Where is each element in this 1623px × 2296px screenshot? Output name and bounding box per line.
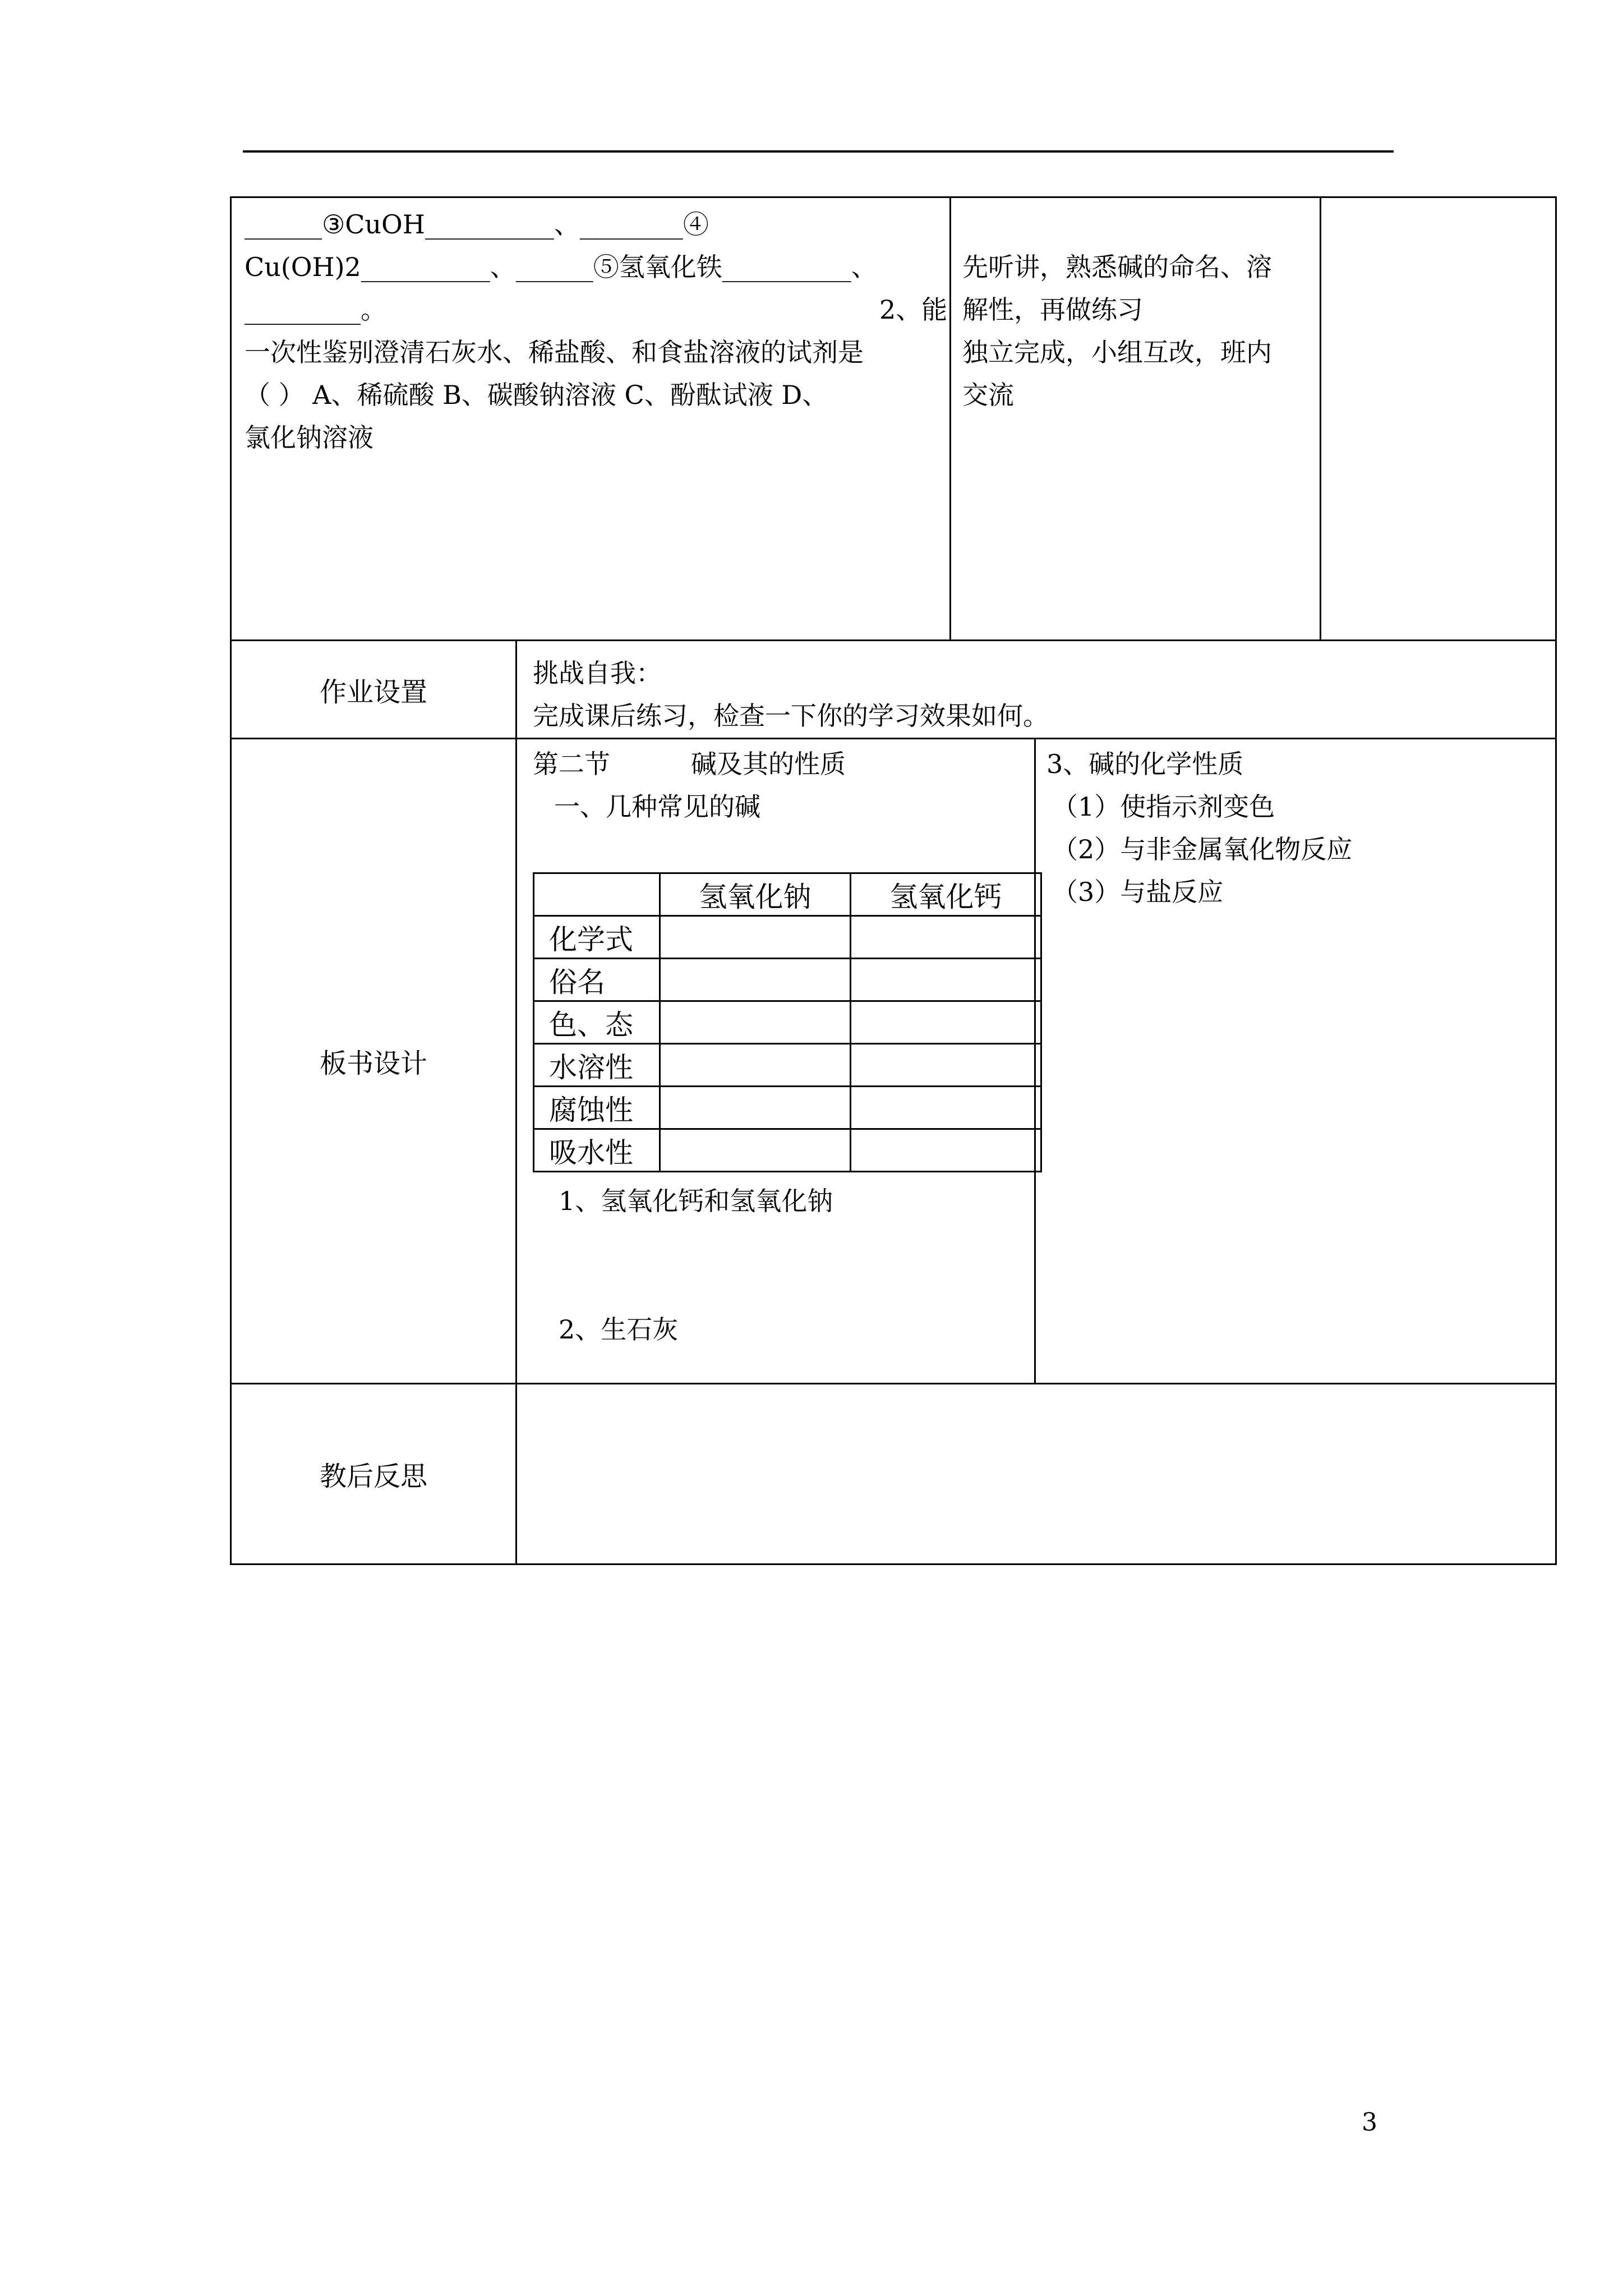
table-row [534,916,1041,959]
board-right-item: （3）与盐反应 [1052,877,1224,907]
board-right-item: （2）与非金属氧化物反应 [1052,834,1353,864]
table-cell [851,1129,1041,1172]
bases-comparison-table [533,872,1042,1172]
board-section-title: 碱及其的性质 [691,749,846,779]
exercise-line-3-right: 2、能 [879,295,948,325]
board-subtitle: 一、几种常见的碱 [554,792,760,822]
board-item-1: 1、氢氧化钙和氢氧化钠 [559,1186,833,1216]
header-rule [243,150,1394,153]
table-header-cell [534,873,660,916]
activity-line-1: 先听讲，熟悉碱的命名、溶 [962,252,1272,282]
activity-line-4: 交流 [962,380,1014,410]
exercise-line-6: 氯化钠溶液 [245,422,374,453]
activity-line-3: 独立完成，小组互改，班内 [962,337,1272,367]
table-row-label: 俗名 [534,959,660,1001]
table-cell [851,1087,1041,1129]
homework-line-2: 完成课后练习，检查一下你的学习效果如何。 [533,701,1049,731]
board-right-title: 3、碱的化学性质 [1046,749,1244,779]
table-row [534,1001,1041,1044]
table-header-cell: 氢氧化钠 [660,873,851,916]
homework-label: 作业设置 [319,676,427,708]
table-row-label: 水溶性 [534,1044,660,1087]
table-row-label: 化学式 [534,916,660,959]
board-section-number: 第二节 [533,749,610,779]
exercise-line-2: Cu(OH)2__________、______⑤氢氧化铁__________、 [245,252,877,282]
table-cell [851,916,1041,959]
table-row [534,959,1041,1001]
table-cell [660,1087,851,1129]
table-cell [660,959,851,1001]
exercise-line-5: （ ） A、稀硫酸 B、碳酸钠溶液 C、酚酞试液 D、 [245,380,828,410]
table-row [534,1087,1041,1129]
table-cell [851,959,1041,1001]
exercise-line-3-left: _________。 [245,295,386,325]
table-cell [660,1129,851,1172]
table-header-row [534,873,1041,916]
board-label: 板书设计 [319,1048,427,1079]
page-number: 3 [1362,2108,1377,2137]
table-cell [851,1044,1041,1087]
homework-line-1: 挑战自我： [533,658,662,688]
table-row-label: 色、态 [534,1001,660,1044]
board-item-2: 2、生石灰 [559,1314,679,1345]
table-row [534,1129,1041,1172]
board-right-item: （1）使指示剂变色 [1052,792,1275,822]
exercise-line-4: 一次性鉴别澄清石灰水、稀盐酸、和食盐溶液的试剂是 [245,337,864,367]
exercise-line-1: ______③CuOH__________、________④ [245,209,709,240]
table-row-label: 腐蚀性 [534,1087,660,1129]
table-row [534,1044,1041,1087]
table-cell [660,1044,851,1087]
table-cell [660,1001,851,1044]
table-header-cell: 氢氧化钙 [851,873,1041,916]
table-cell [660,916,851,959]
table-row-label: 吸水性 [534,1129,660,1172]
table-cell [851,1001,1041,1044]
reflection-label: 教后反思 [319,1461,427,1492]
activity-line-2: 解性，再做练习 [962,295,1143,325]
